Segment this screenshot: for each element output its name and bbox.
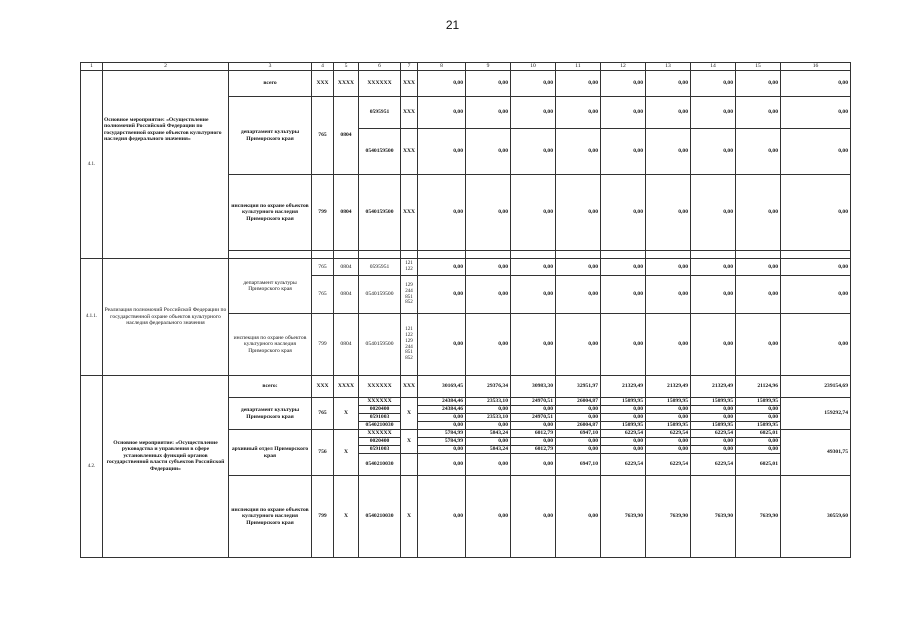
value-cell: 0,00: [781, 175, 851, 251]
value-cell: 23533,10: [466, 414, 511, 422]
value-cell: 0,00: [691, 314, 736, 376]
value-cell: 0,00: [736, 438, 781, 446]
value-cell: 0,00: [646, 175, 691, 251]
value-cell: 0,00: [418, 71, 466, 97]
code-cell: X: [334, 430, 359, 476]
row-number-4-2: 4.2.: [81, 376, 103, 558]
value-cell: 0,00: [781, 314, 851, 376]
value-cell: 0,00: [466, 422, 511, 430]
code-cell: 0540159500: [359, 129, 401, 175]
executor-label: инспекция по охране объектов культурного наследия Приморского края: [229, 476, 312, 558]
code-cell: XXXXXX: [359, 430, 401, 438]
value-cell: 0,00: [511, 438, 556, 446]
value-cell: 5843,24: [466, 430, 511, 438]
value-cell: 6012,79: [511, 430, 556, 438]
value-cell: 0,00: [556, 276, 601, 314]
value-cell: 0,00: [736, 97, 781, 129]
value-cell: 0,00: [691, 129, 736, 175]
column-number: 12: [601, 63, 646, 71]
code-cell: XXXXXX: [359, 398, 401, 406]
value-cell: 0,00: [601, 414, 646, 422]
column-number: 14: [691, 63, 736, 71]
executor-label: департамент культуры Приморского края: [229, 398, 312, 430]
value-cell: 0,00: [511, 454, 556, 476]
value-cell: 0,00: [781, 97, 851, 129]
row-number-4-1-1: 4.1.1.: [81, 259, 103, 376]
value-cell: 0,00: [511, 97, 556, 129]
column-number: 4: [312, 63, 334, 71]
value-cell: 0,00: [466, 438, 511, 446]
code-cell: X: [401, 430, 418, 454]
value-cell: 7639,90: [691, 476, 736, 558]
code-cell: 0804: [334, 259, 359, 276]
value-cell: 15099,95: [736, 398, 781, 406]
code-cell: 756: [312, 430, 334, 476]
value-cell: 5784,99: [418, 430, 466, 438]
activity-title-4-2: Основное мероприятие: «Осуществление руководства и управления в сфере установленных функций органов государственной власти субъектов Российской Федерации»: [103, 376, 229, 558]
value-cell: 0,00: [691, 438, 736, 446]
value-cell: 0,00: [511, 406, 556, 414]
code-cell: 0020400: [359, 406, 401, 414]
value-cell: 0,00: [781, 276, 851, 314]
code-cell: 765: [312, 259, 334, 276]
value-cell: 0,00: [418, 175, 466, 251]
code-cell: 0540210030: [359, 454, 401, 476]
executor-label: департамент культуры Приморского края: [229, 97, 312, 175]
value-cell: 0,00: [556, 71, 601, 97]
value-cell: 6229,54: [646, 454, 691, 476]
column-number: 10: [511, 63, 556, 71]
value-cell: 6229,54: [691, 430, 736, 438]
value-cell: 0,00: [556, 414, 601, 422]
value-cell: 0,00: [691, 97, 736, 129]
code-cell: 121 122: [401, 259, 418, 276]
value-cell: 0,00: [736, 414, 781, 422]
value-cell: 0,00: [418, 314, 466, 376]
code-cell: 0540159500: [359, 276, 401, 314]
value-cell: 0,00: [556, 97, 601, 129]
column-number: 15: [736, 63, 781, 71]
value-cell: 0,00: [646, 414, 691, 422]
value-cell: 7639,90: [646, 476, 691, 558]
value-cell: 0,00: [466, 129, 511, 175]
code-cell: 0540159500: [359, 314, 401, 376]
activity-title-4-1-1: Реализация полномочий Российской Федерации по государственной охране объектов культурного наследия федерального значения: [103, 259, 229, 376]
code-cell: XXXXXX: [359, 71, 401, 97]
value-cell: 0,00: [556, 259, 601, 276]
value-cell: 0,00: [511, 175, 556, 251]
value-cell: 0,00: [466, 71, 511, 97]
value-cell: 24384,46: [418, 406, 466, 414]
value-cell: 26004,87: [556, 398, 601, 406]
value-cell: 0,00: [691, 71, 736, 97]
value-cell: 0,00: [466, 476, 511, 558]
value-cell: 5784,99: [418, 438, 466, 446]
value-cell: 0,00: [646, 259, 691, 276]
value-cell: 0,00: [601, 314, 646, 376]
activity-title-4-1: Основное мероприятие: «Осуществление полномочий Российской Федерации по государственной охране объектов культурного наследия федерального значения»: [103, 71, 229, 259]
code-cell: 0540210030: [359, 476, 401, 558]
value-cell: 6025,01: [736, 454, 781, 476]
code-cell: XXX: [401, 376, 418, 398]
value-cell: 0,00: [466, 175, 511, 251]
code-cell: 765: [312, 97, 334, 175]
value-cell: 0,00: [781, 259, 851, 276]
code-cell: 0595951: [359, 259, 401, 276]
code-cell: 129 244 851 852: [401, 276, 418, 314]
code-cell: 799: [312, 175, 334, 251]
code-cell: XXX: [312, 71, 334, 97]
column-number-row: [81, 63, 851, 71]
value-cell: 0,00: [691, 446, 736, 454]
value-cell: 0,00: [511, 422, 556, 430]
value-cell: 6012,79: [511, 446, 556, 454]
value-cell: 0,00: [466, 406, 511, 414]
column-number: 6: [359, 63, 401, 71]
value-cell: 0,00: [418, 422, 466, 430]
value-cell: 0,00: [466, 276, 511, 314]
value-cell: 0,00: [691, 259, 736, 276]
value-cell: 0,00: [601, 259, 646, 276]
value-cell: 0,00: [466, 97, 511, 129]
column-number: 8: [418, 63, 466, 71]
value-cell: 0,00: [418, 446, 466, 454]
value-cell: 15099,95: [601, 398, 646, 406]
value-cell: 239154,69: [781, 376, 851, 398]
value-cell: 0,00: [646, 129, 691, 175]
code-cell: 0804: [334, 175, 359, 251]
value-cell: 0,00: [418, 129, 466, 175]
value-cell: 0,00: [601, 446, 646, 454]
value-cell: 0,00: [511, 314, 556, 376]
code-cell: XXXXXX: [359, 376, 401, 398]
value-cell: 21329,49: [646, 376, 691, 398]
value-cell: 29376,34: [466, 376, 511, 398]
code-cell: X: [334, 476, 359, 558]
value-cell: 0,00: [646, 438, 691, 446]
value-cell: 6025,01: [736, 430, 781, 438]
column-number: 5: [334, 63, 359, 71]
value-cell: 0,00: [511, 71, 556, 97]
code-cell: X: [334, 398, 359, 430]
value-cell: 0,00: [556, 314, 601, 376]
code-cell: 0804: [334, 314, 359, 376]
value-cell: 0,00: [556, 446, 601, 454]
code-cell: XXXX: [334, 376, 359, 398]
value-cell: 6947,10: [556, 430, 601, 438]
code-cell: XXXX: [334, 71, 359, 97]
value-cell: 15099,95: [691, 398, 736, 406]
value-cell: 6229,54: [691, 454, 736, 476]
column-number: 16: [781, 63, 851, 71]
code-cell: 0540210030: [359, 422, 401, 430]
value-cell: 15099,95: [646, 398, 691, 406]
value-cell: 0,00: [511, 476, 556, 558]
value-cell: 15099,95: [736, 422, 781, 430]
value-cell: 32951,97: [556, 376, 601, 398]
code-cell: XXX: [401, 175, 418, 251]
value-cell: 0,00: [736, 446, 781, 454]
value-cell: 0,00: [691, 414, 736, 422]
value-cell: 21329,49: [691, 376, 736, 398]
value-cell: 0,00: [601, 97, 646, 129]
code-cell: 0804: [334, 276, 359, 314]
value-cell: 0,00: [781, 71, 851, 97]
value-cell: 6229,54: [646, 430, 691, 438]
code-cell: 0595951: [359, 97, 401, 129]
column-number: 11: [556, 63, 601, 71]
code-cell: 0540159500: [359, 175, 401, 251]
value-cell: 24970,51: [511, 414, 556, 422]
column-number: 1: [81, 63, 103, 71]
row-number-4-1: 4.1.: [81, 71, 103, 259]
code-cell: 0591003: [359, 446, 401, 454]
value-cell: 0,00: [466, 314, 511, 376]
value-cell: 0,00: [601, 129, 646, 175]
code-cell: 0591003: [359, 414, 401, 422]
code-cell: 765: [312, 398, 334, 430]
value-cell: 0,00: [556, 438, 601, 446]
value-cell: 0,00: [601, 276, 646, 314]
code-cell: 799: [312, 314, 334, 376]
value-cell: 0,00: [601, 438, 646, 446]
value-cell: 0,00: [418, 97, 466, 129]
value-cell: 0,00: [736, 259, 781, 276]
code-cell: XXX: [401, 129, 418, 175]
code-cell: 0020400: [359, 438, 401, 446]
column-number: 2: [103, 63, 229, 71]
executor-label: инспекция по охране объектов культурного наследия Приморского края: [229, 314, 312, 376]
value-cell: 24384,46: [418, 398, 466, 406]
value-cell: 7639,90: [736, 476, 781, 558]
value-cell: 15099,95: [646, 422, 691, 430]
value-cell: 6229,54: [601, 430, 646, 438]
total-label: всего:: [229, 376, 312, 398]
value-cell: 0,00: [736, 129, 781, 175]
value-cell: 0,00: [736, 314, 781, 376]
value-cell: 0,00: [646, 71, 691, 97]
value-cell: 0,00: [691, 406, 736, 414]
value-cell: 24970,51: [511, 398, 556, 406]
value-cell: 0,00: [556, 476, 601, 558]
executor-total: 49301,75: [781, 430, 851, 476]
code-cell: XXX: [401, 97, 418, 129]
column-number: 9: [466, 63, 511, 71]
code-cell: XXX: [312, 376, 334, 398]
value-cell: 0,00: [646, 314, 691, 376]
value-cell: 30983,30: [511, 376, 556, 398]
value-cell: 21124,96: [736, 376, 781, 398]
value-cell: 0,00: [418, 276, 466, 314]
total-label: всего: [229, 71, 312, 97]
executor-total: 159292,74: [781, 398, 851, 430]
code-cell: X: [401, 476, 418, 558]
column-number: 3: [229, 63, 312, 71]
value-cell: 6229,54: [601, 454, 646, 476]
value-cell: 15099,95: [601, 422, 646, 430]
code-cell: 799: [312, 476, 334, 558]
value-cell: 0,00: [556, 129, 601, 175]
value-cell: 30559,60: [781, 476, 851, 558]
value-cell: 15099,95: [691, 422, 736, 430]
value-cell: 0,00: [736, 276, 781, 314]
value-cell: 0,00: [418, 454, 466, 476]
value-cell: 0,00: [556, 406, 601, 414]
value-cell: 7639,90: [601, 476, 646, 558]
value-cell: 0,00: [511, 129, 556, 175]
column-number: 7: [401, 63, 418, 71]
value-cell: 0,00: [691, 175, 736, 251]
value-cell: 0,00: [601, 406, 646, 414]
value-cell: 5843,24: [466, 446, 511, 454]
value-cell: 0,00: [691, 276, 736, 314]
code-cell: 0804: [334, 97, 359, 175]
value-cell: 0,00: [466, 259, 511, 276]
value-cell: 30169,45: [418, 376, 466, 398]
value-cell: 0,00: [646, 406, 691, 414]
value-cell: 0,00: [781, 129, 851, 175]
executor-label: инспекция по охране объектов культурного наследия Приморского края: [229, 175, 312, 251]
value-cell: 0,00: [601, 175, 646, 251]
column-number: 13: [646, 63, 691, 71]
value-cell: 0,00: [646, 446, 691, 454]
code-cell: 121 122 129 244 851 852: [401, 314, 418, 376]
value-cell: 0,00: [556, 175, 601, 251]
value-cell: 26004,87: [556, 422, 601, 430]
value-cell: 0,00: [418, 259, 466, 276]
value-cell: 0,00: [646, 276, 691, 314]
value-cell: 0,00: [601, 71, 646, 97]
budget-table: [80, 62, 851, 558]
value-cell: 23533,10: [466, 398, 511, 406]
page-number: 21: [445, 18, 460, 32]
value-cell: 0,00: [736, 406, 781, 414]
code-cell: X: [401, 398, 418, 430]
executor-label: департамент культуры Приморского края: [229, 259, 312, 314]
value-cell: 0,00: [736, 175, 781, 251]
value-cell: 0,00: [511, 259, 556, 276]
value-cell: 0,00: [466, 454, 511, 476]
executor-label: архивный отдел Приморского края: [229, 430, 312, 476]
value-cell: 0,00: [511, 276, 556, 314]
value-cell: 0,00: [418, 414, 466, 422]
value-cell: 0,00: [736, 71, 781, 97]
code-cell: XXX: [401, 71, 418, 97]
value-cell: 0,00: [418, 476, 466, 558]
code-cell: 765: [312, 276, 334, 314]
value-cell: 21329,49: [601, 376, 646, 398]
value-cell: 0,00: [646, 97, 691, 129]
value-cell: 6947,10: [556, 454, 601, 476]
